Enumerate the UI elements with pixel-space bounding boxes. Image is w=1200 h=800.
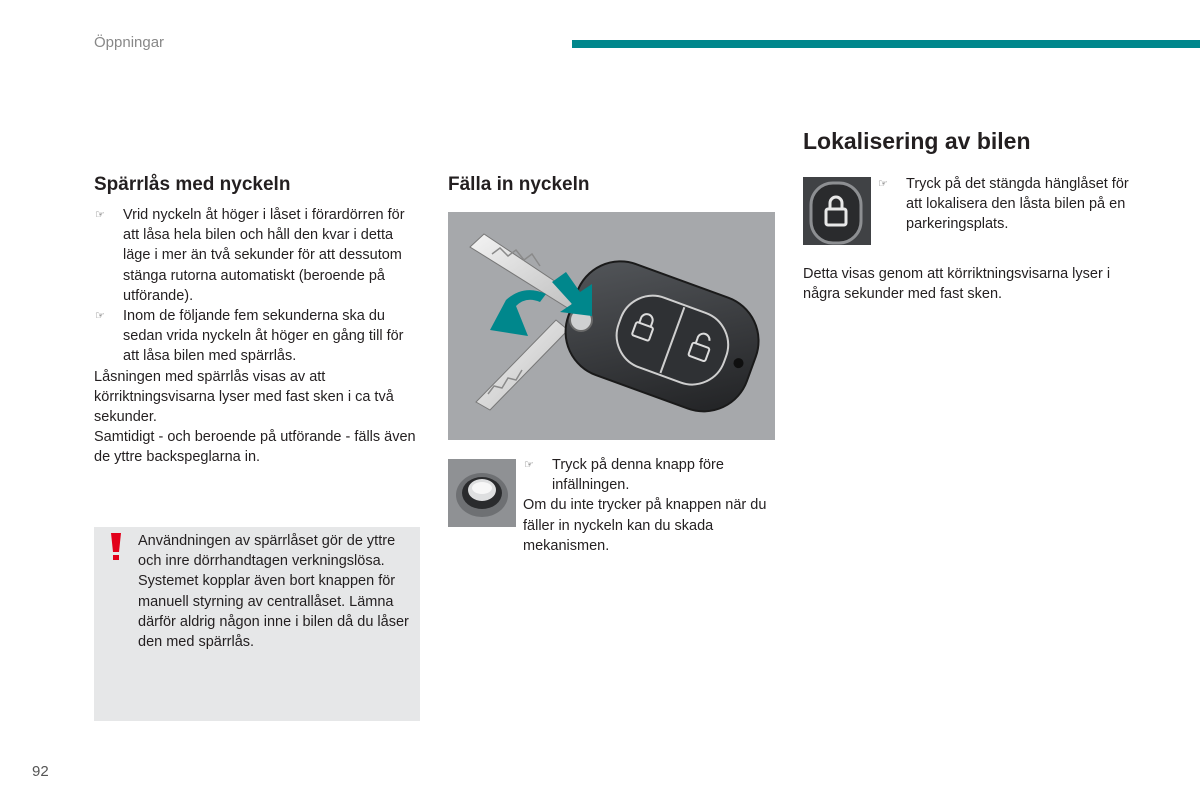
bullet-text: Tryck på denna knapp före infällningen.: [552, 457, 724, 494]
pointing-hand-icon: ☞: [95, 310, 105, 323]
bullet-text: Vrid nyckeln åt höger i låset i förardörren för att låsa hela bilen och håll den kvar i detta läge i mer än två sekunder för att dessutom stänga rutorna automatiskt (beroende på utförande).: [123, 207, 405, 304]
list-item: [94, 306, 419, 367]
deadlock-heading: Spärrlås med nyckeln: [94, 174, 291, 195]
pointing-hand-icon: ☞: [524, 459, 534, 471]
warning-icon: [111, 533, 121, 566]
fold-key-heading: Fälla in nyckeln: [448, 174, 590, 195]
mechanism-warning-text: Om du inte trycker på knappen när du fäller in nyckeln kan du skada mekanismen.: [523, 497, 767, 554]
page-number: 92: [32, 763, 49, 780]
indicators-text: Detta visas genom att körriktningsvisarna lyser i några sekunder med fast sken.: [803, 266, 1111, 303]
right-text-block: [877, 174, 1133, 235]
pointing-hand-icon: ☞: [95, 209, 105, 221]
release-button-image: [448, 459, 516, 527]
warning-box: [94, 527, 420, 721]
deadlock-indication-text: Låsningen med spärrlås visas av att körriktningsvisarna lyser med fast sken i ca två sekunder.: [94, 368, 394, 426]
middle-column: [448, 173, 778, 205]
list-item: [523, 455, 773, 495]
padlock-button-image: [803, 177, 871, 245]
locate-car-heading: Lokalisering av bilen: [803, 128, 1031, 154]
right-column: [803, 126, 1133, 172]
mirrors-fold-text: Samtidigt - och beroende på utförande - fälls även de yttre backspeglarna in.: [94, 429, 416, 466]
bullet-text: Inom de följande fem sekunderna ska du sedan vrida nyckeln åt höger en gång till för att låsa bilen med spärrlås.: [123, 308, 404, 365]
warning-text: Användningen av spärrlåset gör de yttre och inre dörrhandtagen verkningslösa. Systemet kopplar även bort knappen för manuell styrning av centrallåset. Lämna därför aldrig någon inne i bilen då du låser den med spärrlås.: [138, 533, 409, 651]
list-item: [877, 174, 1133, 235]
left-column: [94, 173, 419, 468]
section-title: Öppningar: [94, 34, 165, 51]
bullet-text: Tryck på det stängda hänglåset för att lokalisera den låsta bilen på en parkeringsplats.: [906, 176, 1129, 233]
pointing-hand-icon: ☞: [878, 178, 888, 190]
header-accent-bar: [572, 40, 1200, 48]
key-fold-illustration: [448, 212, 775, 440]
middle-text-block: [523, 455, 773, 556]
list-item: [94, 205, 419, 306]
